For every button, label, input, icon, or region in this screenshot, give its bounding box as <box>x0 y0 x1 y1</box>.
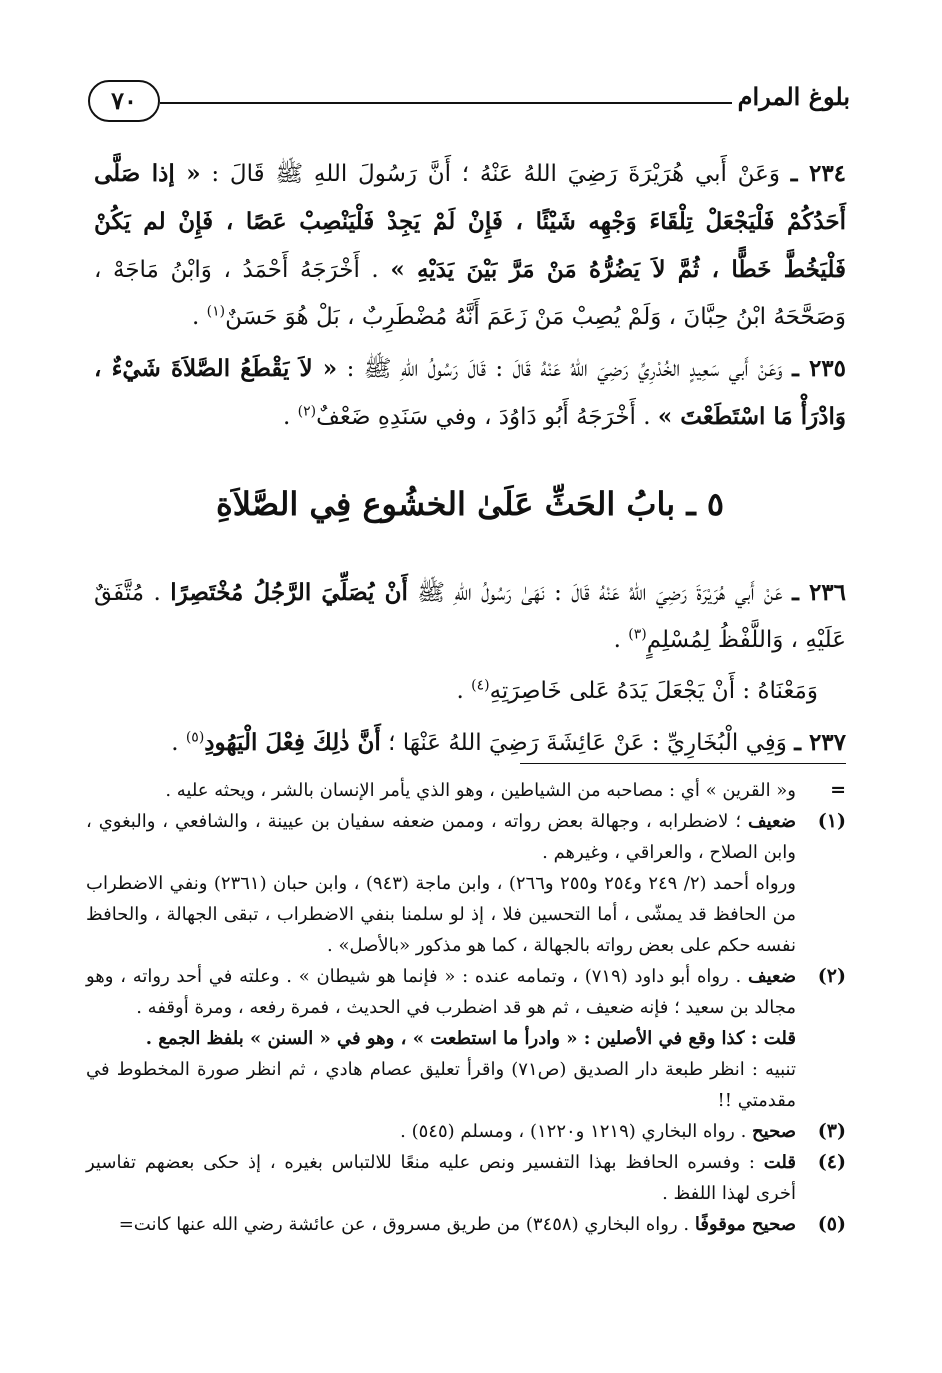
main-text <box>94 150 846 771</box>
footnote-line: : وفسره الحافظ بهذا التفسير ونص عليه منعًا للالتباس بغيره ، إذ حكى بعضهم تفاسير أخرى لهذا اللفظ . <box>86 1152 796 1204</box>
footnote-mark: (٢) <box>817 965 846 987</box>
footnote-ref[interactable]: (١) <box>206 303 226 320</box>
footnote-3 <box>86 1116 846 1147</box>
hadith-isnad: وَعَنْ أَبي سَعِيدٍ الخُدْرِيِّ رَضِيَ اللهُ عَنْهُ قَالَ : قَالَ رَسُولُ اللهِ ﷺ : <box>346 356 783 382</box>
hadith-takhrij: . أَخْرَجَهُ أَحْمَدُ ، وَابْنُ مَاجَهْ ، وَصَحَّحَهُ ابْنُ حِبَّانَ ، وَلَمْ يُصِبْ مَنْ زَعَمَ أَنَّهُ مُضْطَرِبٌ ، بَلْ هُوَ حَسَنٌ <box>94 257 846 330</box>
hadith-takhrij: . أَخْرَجَهُ أَبُو دَاوُدَ ، وفي سَنَدِهِ ضَعْفٌ <box>316 404 651 430</box>
hadith-236-explanation <box>94 668 846 715</box>
footnote-line: . رواه البخاري (١٢١٩ و١٢٢٠) ، ومسلم (٥٤٥) . <box>400 1121 747 1142</box>
hadith-isnad: عَنْ أَبي هُرَيْرَةَ رَضِيَ اللهُ عَنْهُ قَالَ : نَهَىٰ رَسُولُ اللهِ ﷺ <box>417 580 783 606</box>
footnote-ref[interactable]: (٢) <box>297 403 317 420</box>
hadith-number: ٢٣٧ ـ <box>794 729 846 756</box>
hadith-matn: « لاَ يَقْطَعُ الصَّلاَةَ شَيْءٌ ، وَادْرَأْ مَا اسْتَطَعْتَ » <box>94 355 846 430</box>
footnote-grade: صحيح <box>752 1121 796 1142</box>
footnote-line: ؛ لاضطرابه ، وجهالة بعض رواته ، وممن ضعفه سفيان بن عيينة ، والشافعي ، والبغوي ، وابن الصلاح ، والعراقي ، وغيرهم . <box>86 811 796 863</box>
footnote-continued <box>86 775 846 806</box>
footnote-grade: صحيح موقوفًا <box>694 1214 796 1235</box>
hadith-matn: أَنَّ ذٰلِكَ فِعْلَ الْيَهُودِ <box>204 729 381 756</box>
footnote-line: و« القرين » أي : مصاحبه من الشياطين ، وهو الذي يأمر الإنسان بالشر ، ويحثه عليه . <box>165 780 796 801</box>
footnote-mark: (٣) <box>817 1120 846 1142</box>
header-rule <box>160 102 732 104</box>
hadith-end: . <box>171 730 179 756</box>
footnote-5 <box>86 1209 846 1240</box>
footnote-ref[interactable]: (٤) <box>471 677 490 694</box>
footnote-grade: قلت <box>763 1152 796 1173</box>
footnote-grade: ضعيف <box>747 966 796 987</box>
footnote-ref[interactable]: (٣) <box>628 626 647 643</box>
footnote-1 <box>86 806 846 961</box>
footnotes <box>86 775 846 1240</box>
footnote-2 <box>86 961 846 1116</box>
footnote-line: ورواه أحمد (٢/ ٢٤٩ و٢٥٤ و٢٥٥ و٢٦٦) ، وابن ماجة (٩٤٣) ، وابن حبان (٢٣٦١) ونفي الاضطراب من الحافظ قد يمشّى ، أما التحسين فلا ، إذ لو سلمنا بنفي الاضطراب ، تبقى الجهالة ، والحافظ نفسه حكم على بعض رواته بالجهالة ، كما هو مذكور «بالأصل» . <box>86 873 796 956</box>
footnote-grade: ضعيف <box>747 811 797 832</box>
hadith-236 <box>94 569 846 664</box>
hadith-237 <box>94 719 846 767</box>
footnote-mark: (٥) <box>817 1213 846 1235</box>
hadith-number: ٢٣٤ ـ <box>790 160 847 187</box>
footnote-line: تنبيه : انظر طبعة دار الصديق (ص٧١) واقرأ تعليق عصام هادي ، ثم انظر صورة المخطوط في مقدمتي !! <box>86 1059 796 1111</box>
explanation-text: أَنْ يَجْعَلَ يَدَهُ عَلى خَاصِرَتِهِ <box>489 678 736 704</box>
hadith-end: . <box>613 627 621 653</box>
footnote-ref[interactable]: (٥) <box>185 729 205 746</box>
hadith-number: ٢٣٦ ـ <box>792 579 846 606</box>
hadith-end: . <box>192 304 200 330</box>
hadith-isnad: وَعَنْ أَبي هُرَيْرَةَ رَضِيَ اللهُ عَنْهُ ؛ أَنَّ رَسُولَ اللهِ ﷺ قَالَ : <box>211 161 780 187</box>
footnote-mark: (١) <box>817 810 846 832</box>
footnote-line: . رواه البخاري (٣٤٥٨) من طريق مسروق ، عن عائشة رضي الله عنها كانت= <box>118 1214 690 1235</box>
hadith-isnad: وَفِي الْبُخَارِيِّ : عَنْ عَائِشَةَ رَضِيَ اللهُ عَنْهَا ؛ <box>388 730 787 756</box>
hadith-matn: أَنْ يُصَلِّيَ الرَّجُلُ مُخْتَصِرًا <box>170 579 408 606</box>
hadith-number: ٢٣٥ ـ <box>792 355 847 382</box>
hadith-matn: « إذا صَلَّى أَحَدُكُمْ فَلْيَجْعَلْ تِلْقَاءَ وَجْهِه شَيْئًا ، فَإِنْ لَمْ يَجِدْ فَلْيَنْصِبْ عَصًا ، فَإِنْ لم يَكُنْ فَلْيَخُطَّ خَطًّا ، ثُمَّ لاَ يَضُرُّهُ مَنْ مَرَّ بَيْنَ يَدَيْهِ » <box>94 160 846 283</box>
explanation-intro: وَمَعْنَاهُ : <box>742 678 818 704</box>
hadith-end: . <box>283 404 291 430</box>
footnote-mark: = <box>830 779 846 801</box>
hadith-234 <box>94 150 846 341</box>
footnote-mark: (٤) <box>817 1151 846 1173</box>
hadith-end: . <box>456 678 464 704</box>
chapter-title: ٥ ـ بابُ الحَثِّ عَلَىٰ الخشُوع فِي الصَّلاَةِ <box>215 485 725 523</box>
hadith-235 <box>94 345 846 441</box>
footnote-4 <box>86 1147 846 1209</box>
footnote-separator <box>520 763 846 764</box>
page-number: ٧٠ <box>88 80 160 122</box>
running-title: بلوغ المرام <box>737 82 850 111</box>
hadith-takhrij: . مُتَّفَقٌ عَلَيْهِ ، وَاللَّفْظُ لِمُسْلِمٍ <box>94 580 846 653</box>
page-header <box>88 74 850 134</box>
footnote-line: قلت : كذا وقع في الأصلين : « وادرأ ما استطعت » ، وهو في « السنن » بلفظ الجمع . <box>145 1028 796 1049</box>
footnote-line: . رواه أبو داود (٧١٩) ، وتمامه عنده : « فإنما هو شيطان » . وعلته في أحد رواته ، وهو مجالد بن سعيد ؛ فإنه ضعيف ، ثم هو قد اضطرب في الحديث ، فمرة رفعه ، ومرة أوقفه . <box>86 966 796 1018</box>
